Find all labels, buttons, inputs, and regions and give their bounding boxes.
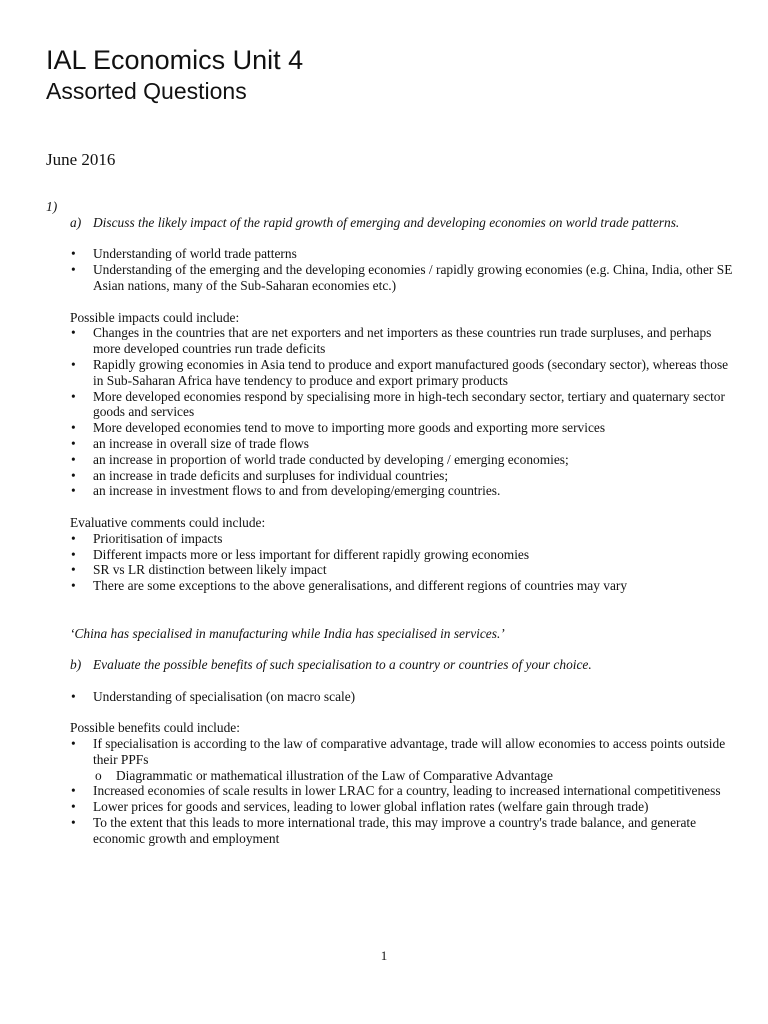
question-number: 1) <box>46 199 58 214</box>
list-item: • Understanding of the emerging and the developing economies / rapidly growing economies (e.g. China, India, other SE Asian nations, many of the Sub-Saharan economies etc.) <box>70 262 736 294</box>
list-item <box>70 736 736 768</box>
list-item: • Lower prices for goods and services, leading to lower global inflation rates (welfare gain through trade) <box>70 799 736 815</box>
document-body <box>46 199 736 847</box>
list-item: • More developed economies respond by specialising more in high-tech secondary sector, tertiary and quaternary sector goods and services <box>70 389 736 421</box>
page-subtitle: Assorted Questions <box>46 78 247 104</box>
list-item: • More developed economies tend to move to importing more goods and exporting more services <box>70 420 736 436</box>
specialisation-quote: ‘China has specialised in manufacturing while India has specialised in services.’ <box>70 625 505 641</box>
page-number: 1 <box>380 948 388 963</box>
list-item: • Understanding of world trade patterns <box>70 246 736 262</box>
list-item: • Different impacts more or less important for different rapidly growing economies <box>70 547 736 563</box>
list-item: • Prioritisation of impacts <box>70 531 736 547</box>
list-item: • There are some exceptions to the above generalisations, and different regions of countries may vary <box>70 578 736 594</box>
benefits-list <box>46 736 736 768</box>
benefits-heading: Possible benefits could include: <box>70 720 240 736</box>
list-item: • an increase in trade deficits and surpluses for individual countries; <box>70 468 736 484</box>
section-date: June 2016 <box>46 150 116 169</box>
list-item: • To the extent that this leads to more international trade, this may improve a country's trade balance, and generate economic growth and employment <box>70 815 736 847</box>
list-item: • an increase in overall size of trade flows <box>70 436 736 452</box>
list-item: • Rapidly growing economies in Asia tend to produce and export manufactured goods (secondary sector), whereas those in Sub-Saharan Africa have tendency to produce and export primary products <box>70 357 736 389</box>
list-item: • an increase in proportion of world trade conducted by developing / emerging economies; <box>70 452 736 468</box>
benefit-sublist <box>46 768 736 784</box>
list-item: • SR vs LR distinction between likely impact <box>70 562 736 578</box>
sub-list-item: o Diagrammatic or mathematical illustration of the Law of Comparative Advantage <box>93 768 736 784</box>
question-b-text: Evaluate the possible benefits of such specialisation to a country or countries of your choice. <box>93 657 592 673</box>
list-item: • Increased economies of scale results in lower LRAC for a country, leading to increased international competitiveness <box>70 783 736 799</box>
benefit-text: If specialisation is according to the law of comparative advantage, trade will allow economies to access points outside their PPFs <box>93 736 726 767</box>
understanding-list-a <box>46 246 736 293</box>
impacts-list <box>46 325 736 499</box>
question-a-text: Discuss the likely impact of the rapid growth of emerging and developing economies on world trade patterns. <box>93 214 680 230</box>
list-item: • Understanding of specialisation (on macro scale) <box>70 689 736 705</box>
question-b <box>46 657 736 673</box>
list-item: • an increase in investment flows to and from developing/emerging countries. <box>70 483 736 499</box>
question-b-label: b) <box>70 657 82 673</box>
impacts-heading: Possible impacts could include: <box>70 309 240 325</box>
question-a <box>46 215 736 231</box>
understanding-list-b <box>46 689 736 705</box>
evaluative-list <box>46 531 736 594</box>
evaluative-heading: Evaluative comments could include: <box>70 514 266 530</box>
benefits-list-continued <box>46 783 736 846</box>
list-item: • Changes in the countries that are net exporters and net importers as these countries run trade surpluses, and perhaps more developed countries run trade deficits <box>70 325 736 357</box>
question-a-label: a) <box>70 214 82 230</box>
page-title: IAL Economics Unit 4 <box>46 45 304 75</box>
